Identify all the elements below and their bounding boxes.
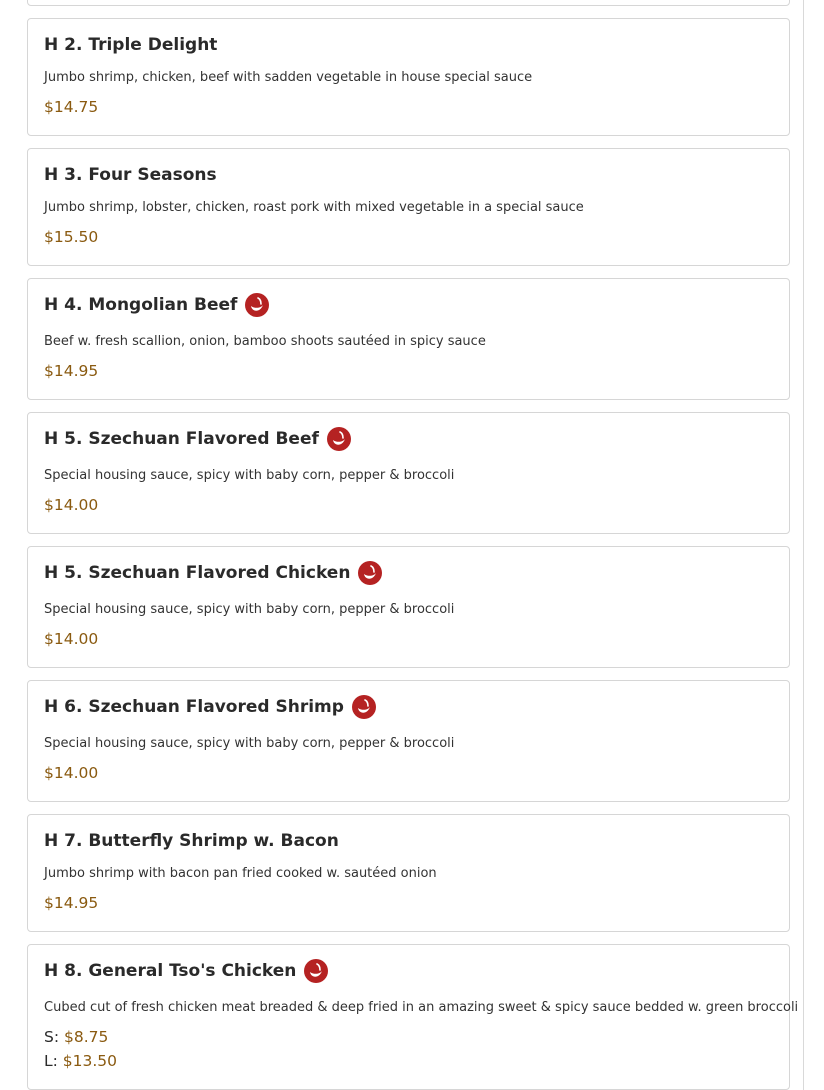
chili-pepper-icon	[245, 293, 269, 317]
menu-item-title: H 8. General Tso's Chicken	[44, 961, 297, 981]
menu-item-card[interactable]	[27, 680, 790, 802]
menu-item-card[interactable]	[27, 814, 790, 932]
menu-item-title: H 4. Mongolian Beef	[44, 295, 238, 315]
menu-item-title: H 3. Four Seasons	[44, 165, 217, 185]
menu-item-card[interactable]	[27, 944, 799, 1090]
menu-item-price: $14.00	[44, 764, 99, 782]
menu-item-description: Jumbo shrimp with bacon pan fried cooked w. sautéed onion	[44, 866, 437, 881]
menu-item-description: Special housing sauce, spicy with baby corn, pepper & broccoli	[44, 602, 455, 617]
menu-item-description: Jumbo shrimp, chicken, beef with sadden vegetable in house special sauce	[44, 70, 533, 85]
menu-item-price-large	[44, 1052, 117, 1070]
menu-item-card[interactable]	[27, 412, 790, 534]
menu-item-card[interactable]	[27, 18, 790, 136]
menu-item-title: H 5. Szechuan Flavored Chicken	[44, 563, 351, 583]
chili-pepper-icon	[327, 427, 351, 451]
menu-item-price: $14.95	[44, 894, 99, 912]
chili-pepper-icon	[358, 561, 382, 585]
menu-item-description: Special housing sauce, spicy with baby corn, pepper & broccoli	[44, 736, 455, 751]
menu-item-card-previous[interactable]	[27, 0, 790, 6]
chili-pepper-icon	[352, 695, 376, 719]
menu-item-price: $14.00	[44, 496, 99, 514]
menu-item-title: H 7. Butterfly Shrimp w. Bacon	[44, 831, 339, 851]
menu-item-card[interactable]	[27, 148, 790, 266]
scrollbar-divider	[803, 0, 804, 1090]
menu-item-card[interactable]	[27, 546, 790, 668]
menu-item-price-small	[44, 1028, 108, 1046]
menu-item-title: H 6. Szechuan Flavored Shrimp	[44, 697, 344, 717]
menu-item-description: Special housing sauce, spicy with baby corn, pepper & broccoli	[44, 468, 455, 483]
menu-item-title: H 5. Szechuan Flavored Beef	[44, 429, 319, 449]
size-label: S:	[44, 1028, 60, 1046]
menu-item-description: Jumbo shrimp, lobster, chicken, roast pork with mixed vegetable in a special sauce	[44, 200, 584, 215]
menu-item-price: $14.95	[44, 362, 99, 380]
menu-item-description: Beef w. fresh scallion, onion, bamboo shoots sautéed in spicy sauce	[44, 334, 486, 349]
size-label: L:	[44, 1052, 58, 1070]
menu-item-description: Cubed cut of fresh chicken meat breaded & deep fried in an amazing sweet & spicy sauce bedded w. green broccoli	[44, 1000, 799, 1015]
menu-item-card[interactable]	[27, 278, 790, 400]
menu-item-title: H 2. Triple Delight	[44, 35, 218, 55]
menu-item-price: $14.00	[44, 630, 99, 648]
menu-item-price: $14.75	[44, 98, 99, 116]
price-value: $8.75	[64, 1028, 109, 1046]
chili-pepper-icon	[304, 959, 328, 983]
menu-item-price: $15.50	[44, 228, 99, 246]
price-value: $13.50	[62, 1052, 118, 1070]
